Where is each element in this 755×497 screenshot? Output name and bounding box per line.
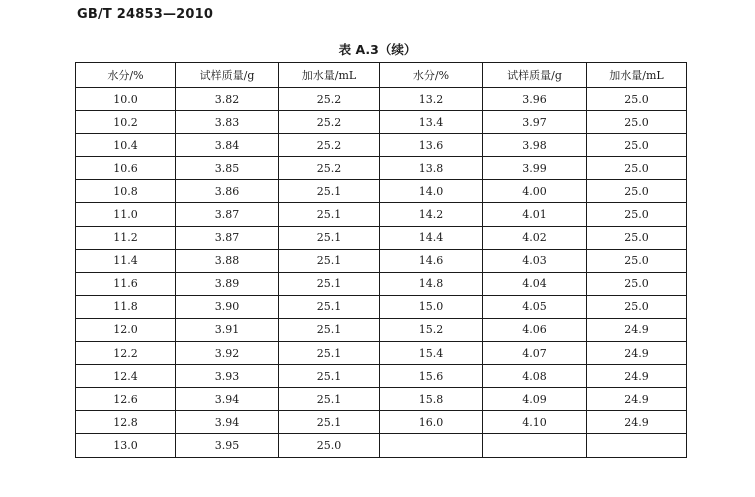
sample-mass-cell: 3.94 bbox=[176, 388, 279, 411]
water-added-cell: 25.0 bbox=[587, 134, 687, 157]
moisture-cell: 10.4 bbox=[76, 134, 176, 157]
moisture-cell: 11.0 bbox=[76, 203, 176, 226]
moisture-cell: 14.4 bbox=[380, 226, 483, 249]
water-added-cell: 25.0 bbox=[587, 249, 687, 272]
water-added-cell: 25.1 bbox=[279, 388, 380, 411]
table-row bbox=[76, 111, 687, 134]
table-row bbox=[76, 226, 687, 249]
moisture-cell: 15.0 bbox=[380, 295, 483, 318]
sample-mass-cell: 3.95 bbox=[176, 434, 279, 457]
table-row bbox=[76, 295, 687, 318]
moisture-cell: 12.8 bbox=[76, 411, 176, 434]
table-row bbox=[76, 342, 687, 365]
moisture-cell: 15.2 bbox=[380, 318, 483, 341]
sample-mass-cell: 4.00 bbox=[483, 180, 587, 203]
water-added-cell: 25.1 bbox=[279, 180, 380, 203]
water-added-cell: 25.0 bbox=[587, 226, 687, 249]
table-row bbox=[76, 203, 687, 226]
sample-mass-cell: 4.03 bbox=[483, 249, 587, 272]
moisture-cell: 11.2 bbox=[76, 226, 176, 249]
water-added-cell: 25.1 bbox=[279, 365, 380, 388]
water-added-cell: 25.0 bbox=[587, 295, 687, 318]
sample-mass-cell: 3.86 bbox=[176, 180, 279, 203]
table-row bbox=[76, 88, 687, 111]
sample-mass-cell: 4.01 bbox=[483, 203, 587, 226]
sample-mass-cell: 3.94 bbox=[176, 411, 279, 434]
table-row bbox=[76, 318, 687, 341]
sample-mass-cell: 3.87 bbox=[176, 226, 279, 249]
table-row bbox=[76, 272, 687, 295]
data-table bbox=[75, 62, 687, 458]
water-added-cell: 25.1 bbox=[279, 295, 380, 318]
table-body bbox=[76, 88, 687, 458]
table-row bbox=[76, 388, 687, 411]
moisture-cell: 10.6 bbox=[76, 157, 176, 180]
water-added-cell: 25.1 bbox=[279, 272, 380, 295]
sample-mass-cell: 3.88 bbox=[176, 249, 279, 272]
moisture-cell: 15.8 bbox=[380, 388, 483, 411]
sample-mass-cell: 4.05 bbox=[483, 295, 587, 318]
moisture-cell: 10.2 bbox=[76, 111, 176, 134]
sample-mass-cell: 4.10 bbox=[483, 411, 587, 434]
sample-mass-cell: 3.87 bbox=[176, 203, 279, 226]
sample-mass-cell: 3.83 bbox=[176, 111, 279, 134]
standard-number: GB/T 24853—2010 bbox=[77, 7, 214, 22]
table-row bbox=[76, 134, 687, 157]
sample-mass-cell: 3.99 bbox=[483, 157, 587, 180]
moisture-cell: 11.4 bbox=[76, 249, 176, 272]
moisture-cell: 14.0 bbox=[380, 180, 483, 203]
water-added-cell: 25.2 bbox=[279, 157, 380, 180]
sample-mass-cell: 4.04 bbox=[483, 272, 587, 295]
moisture-cell: 13.8 bbox=[380, 157, 483, 180]
moisture-cell: 15.4 bbox=[380, 342, 483, 365]
water-added-cell: 24.9 bbox=[587, 318, 687, 341]
sample-mass-cell: 3.82 bbox=[176, 88, 279, 111]
sample-mass-cell: 4.08 bbox=[483, 365, 587, 388]
moisture-cell: 13.6 bbox=[380, 134, 483, 157]
sample-mass-cell: 3.98 bbox=[483, 134, 587, 157]
moisture-cell: 12.4 bbox=[76, 365, 176, 388]
column-header-sample-mass: 试样质量/g bbox=[176, 63, 279, 88]
moisture-cell: 12.2 bbox=[76, 342, 176, 365]
water-added-cell: 25.0 bbox=[587, 88, 687, 111]
table-row bbox=[76, 365, 687, 388]
water-added-cell: 24.9 bbox=[587, 365, 687, 388]
moisture-cell: 12.0 bbox=[76, 318, 176, 341]
column-header-moisture: 水分/% bbox=[380, 63, 483, 88]
moisture-cell bbox=[380, 434, 483, 457]
column-header-water-added: 加水量/mL bbox=[587, 63, 687, 88]
sample-mass-cell bbox=[483, 434, 587, 457]
water-added-cell: 25.0 bbox=[587, 180, 687, 203]
water-added-cell: 25.0 bbox=[279, 434, 380, 457]
water-added-cell: 25.1 bbox=[279, 318, 380, 341]
sample-mass-cell: 4.09 bbox=[483, 388, 587, 411]
table-row bbox=[76, 157, 687, 180]
sample-mass-cell: 3.93 bbox=[176, 365, 279, 388]
moisture-cell: 10.0 bbox=[76, 88, 176, 111]
table-row bbox=[76, 180, 687, 203]
table-row bbox=[76, 249, 687, 272]
water-added-cell: 25.2 bbox=[279, 88, 380, 111]
water-added-cell: 25.2 bbox=[279, 111, 380, 134]
water-added-cell: 25.2 bbox=[279, 134, 380, 157]
moisture-cell: 14.8 bbox=[380, 272, 483, 295]
sample-mass-cell: 3.92 bbox=[176, 342, 279, 365]
water-added-cell: 24.9 bbox=[587, 388, 687, 411]
moisture-cell: 13.0 bbox=[76, 434, 176, 457]
water-added-cell: 25.0 bbox=[587, 272, 687, 295]
sample-mass-cell: 3.84 bbox=[176, 134, 279, 157]
moisture-cell: 16.0 bbox=[380, 411, 483, 434]
sample-mass-cell: 4.06 bbox=[483, 318, 587, 341]
water-added-cell: 25.0 bbox=[587, 203, 687, 226]
moisture-cell: 14.6 bbox=[380, 249, 483, 272]
moisture-cell: 13.4 bbox=[380, 111, 483, 134]
sample-mass-cell: 3.89 bbox=[176, 272, 279, 295]
water-added-cell: 24.9 bbox=[587, 411, 687, 434]
header-row bbox=[76, 63, 687, 88]
column-header-water-added: 加水量/mL bbox=[279, 63, 380, 88]
table-caption: 表 A.3（续） bbox=[338, 42, 417, 57]
table-row bbox=[76, 411, 687, 434]
sample-mass-cell: 4.02 bbox=[483, 226, 587, 249]
water-added-cell: 25.1 bbox=[279, 203, 380, 226]
column-header-moisture: 水分/% bbox=[76, 63, 176, 88]
moisture-cell: 14.2 bbox=[380, 203, 483, 226]
moisture-cell: 11.8 bbox=[76, 295, 176, 318]
table-header bbox=[76, 63, 687, 88]
sample-mass-cell: 3.97 bbox=[483, 111, 587, 134]
sample-mass-cell: 3.91 bbox=[176, 318, 279, 341]
moisture-cell: 10.8 bbox=[76, 180, 176, 203]
moisture-cell: 13.2 bbox=[380, 88, 483, 111]
moisture-cell: 12.6 bbox=[76, 388, 176, 411]
water-added-cell bbox=[587, 434, 687, 457]
sample-mass-cell: 3.96 bbox=[483, 88, 587, 111]
water-added-cell: 25.1 bbox=[279, 411, 380, 434]
sample-mass-cell: 3.90 bbox=[176, 295, 279, 318]
column-header-sample-mass: 试样质量/g bbox=[483, 63, 587, 88]
water-added-cell: 24.9 bbox=[587, 342, 687, 365]
moisture-cell: 11.6 bbox=[76, 272, 176, 295]
sample-mass-cell: 3.85 bbox=[176, 157, 279, 180]
moisture-cell: 15.6 bbox=[380, 365, 483, 388]
water-added-cell: 25.1 bbox=[279, 249, 380, 272]
water-added-cell: 25.1 bbox=[279, 226, 380, 249]
water-added-cell: 25.1 bbox=[279, 342, 380, 365]
water-added-cell: 25.0 bbox=[587, 111, 687, 134]
sample-mass-cell: 4.07 bbox=[483, 342, 587, 365]
table-row bbox=[76, 434, 687, 457]
water-added-cell: 25.0 bbox=[587, 157, 687, 180]
